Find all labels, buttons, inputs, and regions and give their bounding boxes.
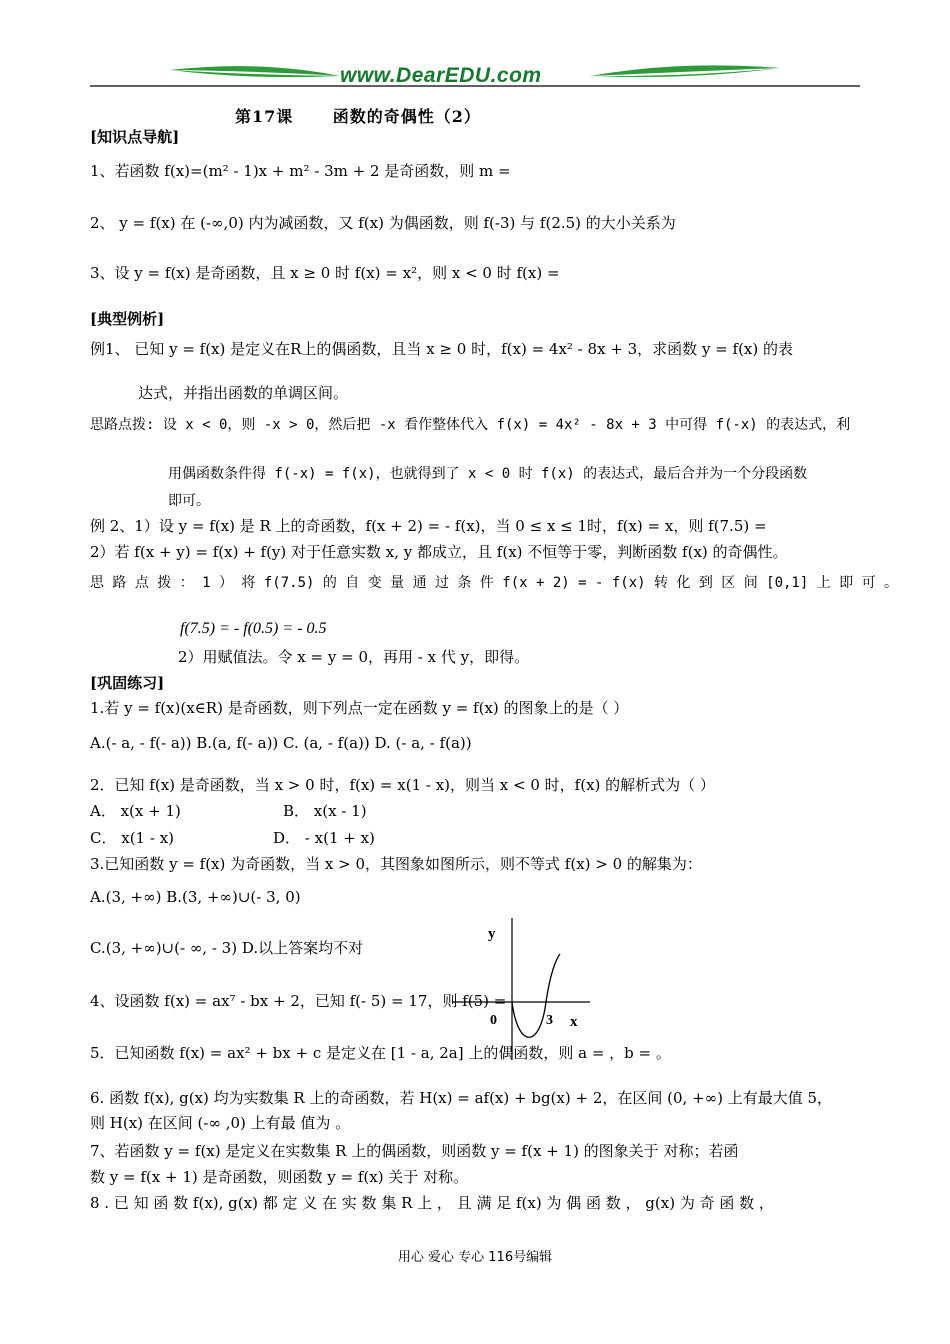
example2-hint-line1: 思 路 点 拨 ： 1 ） 将 f(7.5) 的 自 变 量 通 过 条 件 f(x + 2) = - f(x) 转 化 到 区 间 [0,1] 上 即 可 。 xyxy=(90,575,899,591)
practice-q6-line2: 则 H(x) 在区间 (-∞ ,0) 上有最 值为 。 xyxy=(90,1114,351,1132)
practice-q4: 4、设函数 f(x) = ax⁷ - bx + 2，已知 f(- 5) = 17，则 f(5) = xyxy=(90,992,507,1010)
practice-q6-line1: 6. 函数 f(x), g(x) 均为实数集 R 上的奇函数，若 H(x) = af(x) + bg(x) + 2，在区间 (0, +∞) 上有最大值 5， xyxy=(90,1089,833,1107)
example1-hint-line3: 即可。 xyxy=(168,493,210,509)
example2-line1: 例 2、1）设 y = f(x) 是 R 上的奇函数，f(x + 2) = - f(x)，当 0 ≤ x ≤ 1时，f(x) = x，则 f(7.5) = xyxy=(90,517,767,535)
x-axis-label: x xyxy=(570,1014,578,1030)
practice-q2-option-b: B． x(x - 1) xyxy=(283,802,367,820)
example1-hint-line2: 用偶函数条件得 f(-x) = f(x)，也就得到了 x < 0 时 f(x) 的表达式，最后合并为一个分段函数 xyxy=(168,466,808,482)
practice-q3-options-ab: A.(3, +∞) B.(3, +∞)∪(- 3, 0) xyxy=(90,888,301,906)
example1-line1: 例1、 已知 y = f(x) 是定义在R上的偶函数，且当 x ≥ 0 时，f(x) = 4x² - 8x + 3，求函数 y = f(x) 的表 xyxy=(90,340,794,358)
tick-label-3: 3 xyxy=(546,1013,553,1028)
section-examples-heading: [典型例析] xyxy=(90,310,165,328)
practice-q5: 5．已知函数 f(x) = ax² + bx + c 是定义在 [1 - a, 2a] 上的偶函数，则 a = ，b = 。 xyxy=(90,1044,671,1062)
practice-q1-options: A.(- a, - f(- a)) B.(a, f(- a)) C. (a, - f(a)) D. (- a, - f(a)) xyxy=(90,734,472,752)
lesson-title xyxy=(235,104,481,127)
practice-q2-option-c: C． x(1 - x) xyxy=(90,829,175,847)
practice-q2-option-a: A． x(x + 1) xyxy=(90,802,181,820)
example2-hint-line2: f(7.5) = - f(0.5) = - 0.5 xyxy=(180,620,327,637)
nav-item-2: 2、 y = f(x) 在 (-∞,0) 内为减函数，又 f(x) 为偶函数，则 f(-3) 与 f(2.5) 的大小关系为 xyxy=(90,214,676,232)
origin-label: 0 xyxy=(490,1013,497,1028)
section-nav-heading: [知识点导航] xyxy=(90,128,180,146)
lesson-name: 函数的奇偶性（2） xyxy=(332,107,481,126)
nav-item-3: 3、设 y = f(x) 是奇函数，且 x ≥ 0 时 f(x) = x²，则 x < 0 时 f(x) = xyxy=(90,264,560,282)
example1-hint-line1: 思路点拨: 设 x < 0，则 -x > 0，然后把 -x 看作整体代入 f(x) = 4x² - 8x + 3 中可得 f(-x) 的表达式，利 xyxy=(90,417,851,433)
practice-q7-line1: 7、若函数 y = f(x) 是定义在实数集 R 上的偶函数，则函数 y = f(x + 1) 的图象关于 对称；若函 xyxy=(90,1142,739,1160)
practice-q8: 8 . 已 知 函 数 f(x), g(x) 都 定 义 在 实 数 集 R 上 ， 且 满 足 f(x) 为 偶 函 数 ， g(x) 为 奇 函 数 ， xyxy=(90,1194,774,1212)
example1-line2: 达式，并指出函数的单调区间。 xyxy=(138,384,349,402)
practice-q2: 2．已知 f(x) 是奇函数，当 x > 0 时，f(x) = x(1 - x)，则当 x < 0 时，f(x) 的解析式为（ ） xyxy=(90,776,715,794)
lesson-number: 第17课 xyxy=(235,107,294,126)
section-practice-heading: [巩固练习] xyxy=(90,674,165,692)
practice-q7-line2: 数 y = f(x + 1) 是奇函数，则函数 y = f(x) 关于 对称。 xyxy=(90,1168,469,1186)
y-axis-label: y xyxy=(488,926,496,942)
practice-q3: 3.已知函数 y = f(x) 为奇函数，当 x > 0，其图象如图所示，则不等式 f(x) > 0 的解集为： xyxy=(90,855,702,873)
page-footer: 用心 爱心 专心 116号编辑 xyxy=(397,1250,553,1265)
practice-q2-option-d: D． - x(1 + x) xyxy=(273,829,375,847)
site-logo-text: www.DearEDU.com xyxy=(340,64,542,87)
nav-item-1: 1、若函数 f(x)=(m² - 1)x + m² - 3m + 2 是奇函数，则 m = xyxy=(90,162,511,180)
practice-q1: 1.若 y = f(x)(x∈R) 是奇函数，则下列点一定在函数 y = f(x) 的图象上的是（ ） xyxy=(90,699,629,717)
example2-line2: 2）若 f(x + y) = f(x) + f(y) 对于任意实数 x, y 都成立，且 f(x) 不恒等于零，判断函数 f(x) 的奇偶性。 xyxy=(90,543,788,561)
practice-q3-options-cd: C.(3, +∞)∪(- ∞, - 3) D.以上答案均不对 xyxy=(90,939,364,957)
example2-hint-line3: 2）用赋值法。令 x = y = 0，再用 - x 代 y，即得。 xyxy=(178,648,530,666)
